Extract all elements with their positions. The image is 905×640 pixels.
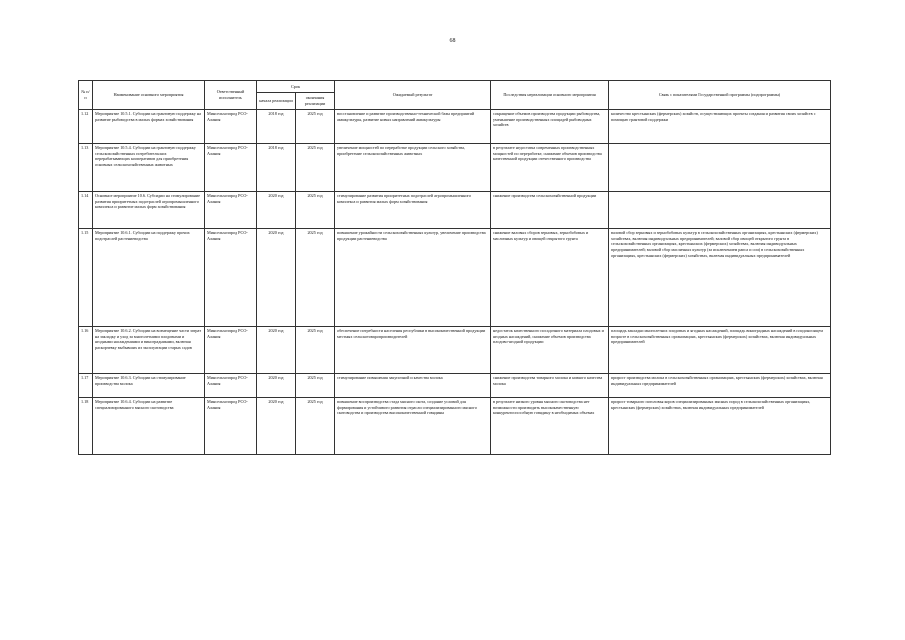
header-link: Связь с показателями Государственной программы (подпрограммы) — [609, 81, 831, 110]
cell-end: 2025 год — [296, 374, 335, 398]
cell-consequences: снижение валовых сборов зерновых, зернобобовых и масличных культур и овощей открытого грунта — [491, 229, 609, 327]
table-row — [79, 110, 831, 144]
cell-start: 2020 год — [257, 192, 296, 229]
header-num: № п/п — [79, 81, 93, 110]
cell-link: валовой сбор зерновых и зернобобовых культур в сельскохозяйственных организациях, крестьянских (фермерских) хозяйствах, включая индивидуальных предпринимателей; валовой сбор овощей открытого грунта в сельскохозяйственных организациях, крестьянских (фермерских) хозяйствах, включая индивидуальных предпринимателей; валовой сбор масличных культур (за исключением рапса и сои) в сельскохозяйственных организациях, крестьянских (фермерских) хозяйствах, включая индивидуальных предпринимателей — [609, 229, 831, 327]
cell-num: 1.16 — [79, 327, 93, 374]
cell-result: повышение воспроизводства стада мясного скота, создание условий для формирования и устойчивого развития отрасли специализированного мясного скотоводства и производства высококачественной говядины — [335, 398, 491, 455]
cell-link: площадь закладки многолетних плодовых и ягодных насаждений, площадь виноградных насаждений в плодоносящем возрасте в сельскохозяйственных организациях, крестьянских (фермерских) хозяйствах, включая индивидуальных предпринимателей — [609, 327, 831, 374]
cell-name: Мероприятие 10.5.4. Субсидии на грантовую поддержку сельскохозяйственных потребительских перерабатывающих кооперативов для приобретения основных сельскохозяйственных животных — [93, 144, 205, 192]
cell-start: 2020 год — [257, 229, 296, 327]
cell-executor: Минсельхозпрод РСО-Алания — [205, 229, 257, 327]
cell-consequences: сокращение объемов производства продукции рыбоводства, уменьшение производственных площадей рыбоводных хозяйств — [491, 110, 609, 144]
cell-end: 2025 год — [296, 327, 335, 374]
cell-link: количество крестьянских (фермерских) хозяйств, осуществляющих проекты создания и развития своих хозяйств с помощью грантовой поддержки — [609, 110, 831, 144]
cell-executor: Минсельхозпрод РСО-Алания — [205, 374, 257, 398]
cell-name: Мероприятие 10.6.3. Субсидии на стимулирование производства молока — [93, 374, 205, 398]
table-row — [79, 229, 831, 327]
cell-num: 1.18 — [79, 398, 93, 455]
cell-consequences: недостаток качественного посадочного материала плодовых и ягодных насаждений, снижение объемов производства плодово-ягодной продукции — [491, 327, 609, 374]
header-consequences: Последствия нереализации основного мероприятия — [491, 81, 609, 110]
cell-num: 1.12 — [79, 110, 93, 144]
cell-executor: Минсельхозпрод РСО-Алания — [205, 110, 257, 144]
table-row — [79, 327, 831, 374]
cell-consequences: в результате низкого уровня мясного скотоводства нет возможности производить высококачественную конкурентоспособную говядину в необходимых объемах — [491, 398, 609, 455]
cell-end: 2025 год — [296, 144, 335, 192]
cell-name: Мероприятие 10.5.1. Субсидии на грантовую поддержку на развитие рыбоводства в малых формах хозяйствования — [93, 110, 205, 144]
table-row — [79, 374, 831, 398]
cell-executor: Минсельхозпрод РСО-Алания — [205, 398, 257, 455]
cell-result: обеспечение потребности населения республики в высококачественной продукции местных сельскотоваропроизводителей — [335, 327, 491, 374]
cell-num: 1.17 — [79, 374, 93, 398]
cell-num: 1.13 — [79, 144, 93, 192]
cell-end: 2025 год — [296, 192, 335, 229]
table-row — [79, 144, 831, 192]
cell-result: стимулирование развития приоритетных подотраслей агропромышленного комплекса и развития малых форм хозяйствования — [335, 192, 491, 229]
cell-start: 2018 год — [257, 110, 296, 144]
cell-link: прирост товарного поголовья коров специализированных мясных пород в сельскохозяйственных организациях, крестьянских (фермерских) хозяйствах, включая индивидуальных предпринимателей — [609, 398, 831, 455]
cell-start: 2020 год — [257, 327, 296, 374]
cell-result: увеличение мощностей по переработке продукции сельского хозяйства, приобретение сельскохозяйственных животных — [335, 144, 491, 192]
cell-consequences: снижение производства сельскохозяйственной продукции — [491, 192, 609, 229]
cell-end: 2025 год — [296, 229, 335, 327]
header-result: Ожидаемый результат — [335, 81, 491, 110]
cell-num: 1.15 — [79, 229, 93, 327]
cell-consequences: снижение производства товарного молока и низкого качества молока — [491, 374, 609, 398]
cell-result: восстановление и развитие производственно-технической базы предприятий аквакультуры, развитие новых направлений аквакультуры — [335, 110, 491, 144]
cell-executor: Минсельхозпрод РСО-Алания — [205, 144, 257, 192]
cell-result: стимулирование повышения закупочной и качества молока — [335, 374, 491, 398]
cell-name: Мероприятие 10.6.2. Субсидии на возмещение части затрат на закладку и уход за многолетними плодовыми и ягодными насаждениями и виноградниками, включая раскорчевку выбывших из эксплуатации старых садов — [93, 327, 205, 374]
header-row-top — [79, 81, 831, 93]
cell-executor: Минсельхозпрод РСО-Алания — [205, 192, 257, 229]
cell-consequences: в результате недостатка современных производственных мощностей по переработке, снижение объемов производства качественной продукции отечественного производства — [491, 144, 609, 192]
header-name: Наименование основного мероприятия — [93, 81, 205, 110]
cell-name: Основное мероприятие 10.6. Субсидии на стимулирование развития приоритетных подотраслей агропромышленного комплекса и развитие малых форм хозяйствования — [93, 192, 205, 229]
header-executor: Ответственный исполнитель — [205, 81, 257, 110]
header-end: окончания реализации — [296, 93, 335, 110]
cell-link — [609, 144, 831, 192]
page-number: 68 — [449, 38, 456, 44]
cell-start: 2018 год — [257, 144, 296, 192]
header-term: Срок — [257, 81, 335, 93]
table-row — [79, 192, 831, 229]
cell-end: 2025 год — [296, 398, 335, 455]
cell-link: прирост производства молока в сельскохозяйственных организациях, крестьянских (фермерских) хозяйствах, включая индивидуальных предпринимателей — [609, 374, 831, 398]
header-start: начала реализации — [257, 93, 296, 110]
table-row — [79, 398, 831, 455]
cell-result: повышение урожайности сельскохозяйственных культур, увеличение производства продукции растениеводства — [335, 229, 491, 327]
cell-name: Мероприятие 10.6.4. Субсидии на развитие специализированного мясного скотоводства — [93, 398, 205, 455]
cell-num: 1.14 — [79, 192, 93, 229]
cell-name: Мероприятие 10.6.1. Субсидии на поддержку прочих подотраслей растениеводства — [93, 229, 205, 327]
measures-table — [78, 80, 831, 455]
cell-end: 2025 год — [296, 110, 335, 144]
cell-executor: Минсельхозпрод РСО-Алания — [205, 327, 257, 374]
cell-link — [609, 192, 831, 229]
cell-start: 2020 год — [257, 374, 296, 398]
cell-start: 2020 год — [257, 398, 296, 455]
